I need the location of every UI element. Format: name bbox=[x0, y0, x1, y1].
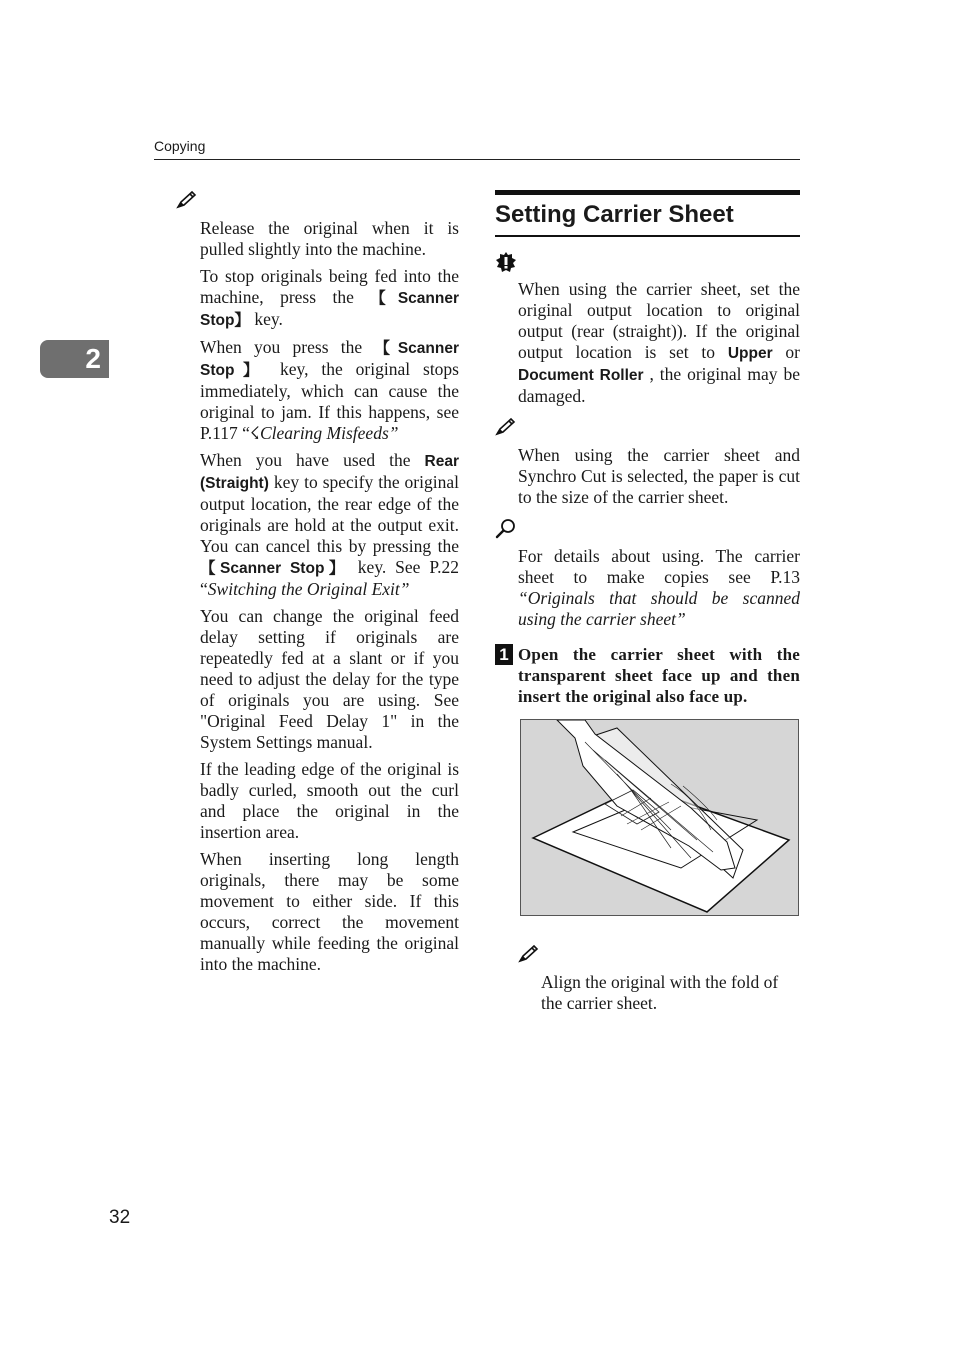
cross-reference: “Originals that should be scanned using the carrier sheet” bbox=[518, 588, 800, 629]
left-column bbox=[200, 190, 459, 981]
note-paragraph: When inserting long length originals, there may be some movement to either side. If this occurs, correct the movement manually while feeding the original into the machine. bbox=[200, 849, 459, 974]
document-roller-key: Document Roller bbox=[518, 367, 644, 384]
cross-reference: Clearing Misfeeds bbox=[259, 423, 389, 443]
note-text: When using the carrier sheet and Synchro Cut is selected, the paper is cut to the size of the carrier sheet. bbox=[518, 445, 800, 507]
step-1 bbox=[495, 644, 800, 707]
step-note-text: Align the original with the fold of the carrier sheet. bbox=[541, 972, 779, 1013]
upper-key: Upper bbox=[727, 345, 773, 362]
cross-reference: Switching the Original Exit bbox=[207, 579, 400, 599]
misfeed-icon: ☇ bbox=[249, 423, 260, 443]
scanner-stop-key: 【Scanner Stop】 bbox=[200, 290, 459, 329]
note-paragraph: When you have used the Rear (Straight) key to specify the original output location, the rear edge of the originals are hold at the output exit. You can cancel this by pressing the 【Scanner Stop】 key. See P.22 “Switching the Original Exit” bbox=[200, 450, 459, 599]
running-header: Copying bbox=[154, 138, 206, 154]
important-icon bbox=[495, 251, 800, 273]
note-paragraph: Release the original when it is pulled slightly into the machine. bbox=[200, 218, 459, 259]
chapter-tab bbox=[40, 340, 109, 378]
section-title: Setting Carrier Sheet bbox=[495, 190, 800, 237]
scanner-stop-key: 【Scanner Stop】 bbox=[200, 560, 349, 577]
carrier-sheet-illustration bbox=[520, 719, 799, 916]
step-note bbox=[518, 944, 800, 1014]
magnifier-icon bbox=[495, 518, 800, 540]
rear-straight-key: Rear (Straight) bbox=[200, 453, 459, 492]
scanner-stop-key: 【Scanner Stop】 bbox=[200, 340, 459, 379]
pencil-note-icon bbox=[176, 190, 459, 212]
step-number: 1 bbox=[495, 644, 513, 665]
header-rule bbox=[154, 159, 800, 160]
note-paragraph: If the leading edge of the original is badly curled, smooth out the curl and place the original in the insertion area. bbox=[200, 759, 459, 842]
note-paragraph: To stop originals being fed into the machine, press the 【Scanner Stop】 key. bbox=[200, 266, 459, 329]
reference-text: For details about using. The carrier sheet to make copies see P.13 “Originals that should be scanned using the carrier sheet” bbox=[518, 546, 800, 629]
pencil-note-icon bbox=[495, 417, 800, 439]
important-text: When using the carrier sheet, set the original output location to original output (rear (straight)). If the original output location is set to Upper or Document Roller , the original may be damaged. bbox=[518, 279, 801, 406]
pencil-note-icon bbox=[518, 944, 800, 966]
note-paragraph: When you press the 【Scanner Stop】 key, the original stops immediately, which can cause the original to jam. If this happens, see P.117 “☇Clearing Misfeeds” bbox=[200, 337, 459, 443]
chapter-number: 2 bbox=[85, 343, 101, 374]
right-column bbox=[495, 190, 800, 1020]
page-number: 32 bbox=[109, 1207, 131, 1228]
step-instruction: Open the carrier sheet with the transparent sheet face up and then insert the original also face up. bbox=[518, 645, 800, 706]
note-paragraph: You can change the original feed delay setting if originals are repeatedly fed at a slant or if you need to adjust the delay for the type of originals you are using. See "Original Feed Delay 1" in the System Settings manual. bbox=[200, 606, 459, 752]
